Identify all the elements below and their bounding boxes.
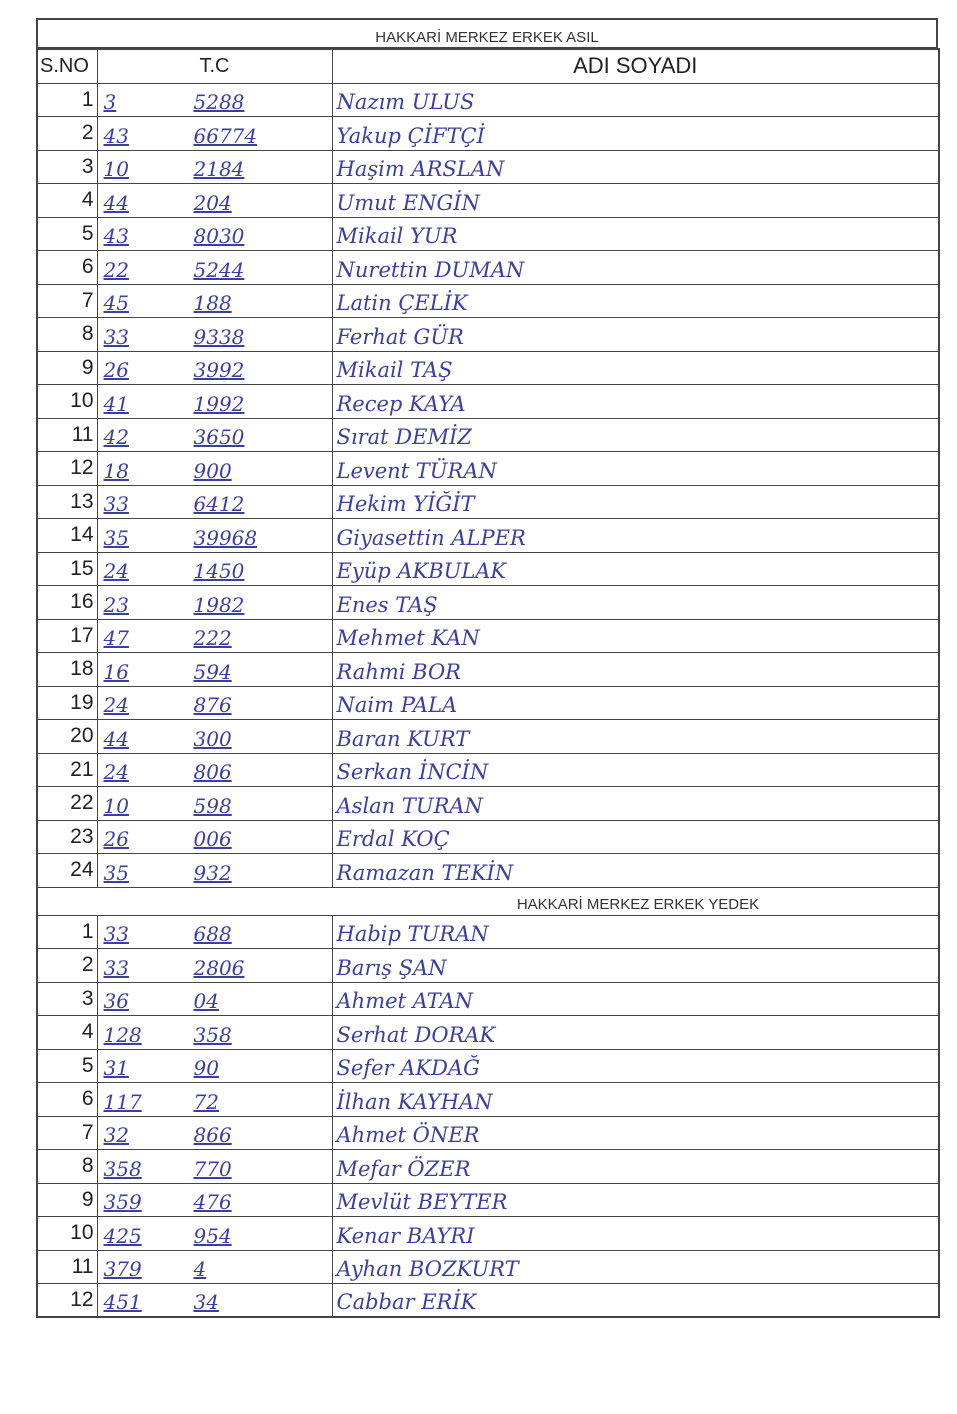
serial-number: 14 xyxy=(37,519,97,553)
full-name: Serkan İNCİN xyxy=(332,753,939,787)
tc-number xyxy=(97,351,332,385)
tc-number xyxy=(97,1016,332,1050)
tc-number xyxy=(97,1150,332,1184)
tc-number xyxy=(97,217,332,251)
tc-visible-end: 39968 xyxy=(193,525,258,550)
full-name: Ahmet ATAN xyxy=(332,982,939,1016)
tc-number xyxy=(97,1083,332,1117)
full-name: Ayhan BOZKURT xyxy=(332,1250,939,1284)
serial-number: 12 xyxy=(37,1284,97,1318)
tc-visible-end: 876 xyxy=(193,693,232,717)
tc-visible-start: 33 xyxy=(103,492,129,516)
tc-number xyxy=(97,117,332,151)
tc-visible-start: 44 xyxy=(103,190,129,215)
tc-visible-end: 866 xyxy=(193,1123,232,1147)
tc-visible-end: 4 xyxy=(193,1257,207,1281)
serial-number: 1 xyxy=(37,915,97,949)
serial-number: 18 xyxy=(37,653,97,687)
yedek-table-row xyxy=(37,1016,939,1050)
tc-visible-start: 379 xyxy=(103,1257,142,1281)
tc-visible-end: 9338 xyxy=(193,324,245,349)
tc-visible-start: 10 xyxy=(103,157,129,181)
serial-number: 15 xyxy=(37,552,97,586)
full-name: Mikail TAŞ xyxy=(332,351,939,385)
tc-visible-start: 117 xyxy=(103,1089,142,1114)
serial-number: 11 xyxy=(37,418,97,452)
full-name: Erdal KOÇ xyxy=(332,820,939,854)
tc-visible-start: 35 xyxy=(103,525,129,550)
asil-table-row xyxy=(37,452,939,486)
serial-number: 4 xyxy=(37,1016,97,1050)
yedek-table-row xyxy=(37,1183,939,1217)
asil-table-row xyxy=(37,117,939,151)
tc-visible-end: 72 xyxy=(193,1089,219,1114)
asil-table-row xyxy=(37,753,939,787)
yedek-title-row xyxy=(37,887,939,915)
yedek-table-row xyxy=(37,915,939,949)
tc-number xyxy=(97,552,332,586)
tc-visible-start: 33 xyxy=(103,955,129,980)
asil-table-row xyxy=(37,251,939,285)
serial-number: 3 xyxy=(37,982,97,1016)
serial-number: 19 xyxy=(37,686,97,720)
serial-number: 4 xyxy=(37,184,97,218)
yedek-table-row xyxy=(37,1250,939,1284)
tc-number xyxy=(97,586,332,620)
tc-visible-end: 2806 xyxy=(193,955,245,980)
tc-visible-start: 24 xyxy=(103,760,129,784)
yedek-table-row xyxy=(37,1049,939,1083)
full-name: Ramazan TEKİN xyxy=(332,854,939,888)
tc-visible-end: 806 xyxy=(193,760,232,784)
serial-number: 17 xyxy=(37,619,97,653)
tc-visible-end: 204 xyxy=(193,190,232,215)
asil-table-row xyxy=(37,820,939,854)
full-name: Levent TÜRAN xyxy=(332,452,939,486)
full-name: Yakup ÇİFTÇİ xyxy=(332,117,939,151)
serial-number: 6 xyxy=(37,251,97,285)
serial-number: 12 xyxy=(37,452,97,486)
asil-table-row xyxy=(37,519,939,553)
tc-number xyxy=(97,385,332,419)
tc-visible-start: 44 xyxy=(103,726,129,751)
full-name: Mehmet KAN xyxy=(332,619,939,653)
serial-number: 10 xyxy=(37,385,97,419)
tc-visible-end: 1450 xyxy=(193,559,245,583)
tc-visible-end: 770 xyxy=(193,1156,232,1181)
asil-table-row xyxy=(37,385,939,419)
tc-number xyxy=(97,949,332,983)
header-name: ADI SOYADI xyxy=(332,49,939,83)
serial-number: 21 xyxy=(37,753,97,787)
header-row xyxy=(37,49,939,83)
tc-number xyxy=(97,1217,332,1251)
roster-sheet xyxy=(36,18,938,1318)
full-name: Serhat DORAK xyxy=(332,1016,939,1050)
tc-visible-end: 5288 xyxy=(193,90,245,114)
tc-visible-start: 33 xyxy=(103,922,129,946)
tc-number xyxy=(97,1116,332,1150)
tc-visible-start: 18 xyxy=(103,458,129,483)
tc-visible-start: 43 xyxy=(103,123,129,148)
tc-number xyxy=(97,485,332,519)
serial-number: 13 xyxy=(37,485,97,519)
asil-table-row xyxy=(37,284,939,318)
tc-number xyxy=(97,720,332,754)
tc-visible-start: 359 xyxy=(103,1190,142,1214)
yedek-table-row xyxy=(37,949,939,983)
tc-visible-end: 594 xyxy=(193,659,232,684)
tc-visible-end: 5244 xyxy=(193,257,245,282)
tc-visible-end: 932 xyxy=(193,860,232,885)
serial-number: 8 xyxy=(37,1150,97,1184)
tc-number xyxy=(97,318,332,352)
asil-table-row xyxy=(37,150,939,184)
tc-number xyxy=(97,1183,332,1217)
tc-visible-end: 300 xyxy=(193,726,232,751)
tc-visible-end: 358 xyxy=(193,1022,232,1047)
asil-rows xyxy=(37,83,939,887)
yedek-table-row xyxy=(37,1083,939,1117)
serial-number: 9 xyxy=(37,1183,97,1217)
tc-visible-end: 1982 xyxy=(193,592,245,617)
yedek-table-row xyxy=(37,1284,939,1318)
tc-visible-start: 22 xyxy=(103,257,129,282)
tc-number xyxy=(97,619,332,653)
tc-visible-start: 36 xyxy=(103,989,129,1013)
tc-visible-end: 04 xyxy=(193,989,219,1013)
full-name: Mefar ÖZER xyxy=(332,1150,939,1184)
tc-number xyxy=(97,820,332,854)
yedek-rows xyxy=(37,915,939,1317)
tc-number xyxy=(97,418,332,452)
full-name: Umut ENGİN xyxy=(332,184,939,218)
tc-visible-start: 24 xyxy=(103,559,129,583)
full-name: Barış ŞAN xyxy=(332,949,939,983)
full-name: Baran KURT xyxy=(332,720,939,754)
full-name: Aslan TURAN xyxy=(332,787,939,821)
tc-number xyxy=(97,1250,332,1284)
tc-visible-end: 476 xyxy=(193,1190,232,1214)
tc-number xyxy=(97,251,332,285)
tc-visible-start: 24 xyxy=(103,693,129,717)
tc-number xyxy=(97,150,332,184)
tc-visible-start: 23 xyxy=(103,592,129,617)
full-name: Nazım ULUS xyxy=(332,83,939,117)
tc-number xyxy=(97,83,332,117)
full-name: Rahmi BOR xyxy=(332,653,939,687)
yedek-table-row xyxy=(37,982,939,1016)
serial-number: 3 xyxy=(37,150,97,184)
yedek-section-title: HAKKARİ MERKEZ ERKEK YEDEK xyxy=(37,887,939,915)
tc-visible-end: 2184 xyxy=(193,157,245,181)
tc-number xyxy=(97,452,332,486)
serial-number: 5 xyxy=(37,217,97,251)
tc-visible-start: 47 xyxy=(103,626,129,650)
serial-number: 8 xyxy=(37,318,97,352)
tc-visible-start: 451 xyxy=(103,1290,142,1314)
full-name: Habip TURAN xyxy=(332,915,939,949)
asil-table-row xyxy=(37,485,939,519)
tc-visible-end: 188 xyxy=(193,291,232,315)
asil-table-row xyxy=(37,552,939,586)
tc-visible-start: 10 xyxy=(103,793,129,818)
serial-number: 7 xyxy=(37,284,97,318)
tc-visible-start: 41 xyxy=(103,391,129,416)
serial-number: 20 xyxy=(37,720,97,754)
tc-visible-end: 006 xyxy=(193,827,232,851)
tc-visible-start: 32 xyxy=(103,1123,129,1147)
full-name: Ferhat GÜR xyxy=(332,318,939,352)
asil-table-row xyxy=(37,83,939,117)
header-sno: S.NO xyxy=(37,49,97,83)
asil-table-row xyxy=(37,854,939,888)
full-name: Latin ÇELİK xyxy=(332,284,939,318)
full-name: Hekim YİĞİT xyxy=(332,485,939,519)
tc-number xyxy=(97,653,332,687)
serial-number: 1 xyxy=(37,83,97,117)
asil-table-row xyxy=(37,653,939,687)
tc-number xyxy=(97,915,332,949)
serial-number: 2 xyxy=(37,949,97,983)
serial-number: 9 xyxy=(37,351,97,385)
tc-number xyxy=(97,686,332,720)
tc-visible-start: 26 xyxy=(103,827,129,851)
full-name: Nurettin DUMAN xyxy=(332,251,939,285)
tc-visible-end: 1992 xyxy=(193,391,245,416)
full-name: Eyüp AKBULAK xyxy=(332,552,939,586)
full-name: Mevlüt BEYTER xyxy=(332,1183,939,1217)
full-name: İlhan KAYHAN xyxy=(332,1083,939,1117)
header-tc: T.C xyxy=(97,49,332,83)
tc-visible-start: 128 xyxy=(103,1022,142,1047)
asil-table-row xyxy=(37,586,939,620)
full-name: Mikail YUR xyxy=(332,217,939,251)
full-name: Ahmet ÖNER xyxy=(332,1116,939,1150)
tc-number xyxy=(97,284,332,318)
tc-visible-start: 45 xyxy=(103,291,129,315)
asil-table-row xyxy=(37,720,939,754)
tc-number xyxy=(97,854,332,888)
full-name: Naim PALA xyxy=(332,686,939,720)
full-name: Enes TAŞ xyxy=(332,586,939,620)
tc-visible-start: 43 xyxy=(103,224,129,248)
yedek-table-row xyxy=(37,1116,939,1150)
tc-visible-end: 3992 xyxy=(193,358,245,382)
asil-table-row xyxy=(37,318,939,352)
tc-visible-end: 6412 xyxy=(193,492,245,516)
serial-number: 11 xyxy=(37,1250,97,1284)
tc-number xyxy=(97,1284,332,1318)
full-name: Recep KAYA xyxy=(332,385,939,419)
tc-visible-end: 3650 xyxy=(193,425,245,449)
roster-table xyxy=(36,48,940,1318)
tc-visible-end: 66774 xyxy=(193,123,258,148)
tc-visible-end: 34 xyxy=(193,1290,219,1314)
asil-table-row xyxy=(37,184,939,218)
tc-visible-start: 33 xyxy=(103,324,129,349)
tc-visible-start: 3 xyxy=(103,90,117,114)
tc-visible-start: 31 xyxy=(103,1056,129,1080)
tc-visible-start: 16 xyxy=(103,659,129,684)
full-name: Sefer AKDAĞ xyxy=(332,1049,939,1083)
asil-table-row xyxy=(37,686,939,720)
tc-number xyxy=(97,787,332,821)
yedek-table-row xyxy=(37,1217,939,1251)
full-name: Kenar BAYRI xyxy=(332,1217,939,1251)
tc-visible-end: 222 xyxy=(193,626,232,650)
full-name: Sırat DEMİZ xyxy=(332,418,939,452)
serial-number: 24 xyxy=(37,854,97,888)
tc-visible-start: 425 xyxy=(103,1223,142,1248)
serial-number: 7 xyxy=(37,1116,97,1150)
full-name: Giyasettin ALPER xyxy=(332,519,939,553)
tc-visible-end: 90 xyxy=(193,1056,219,1080)
tc-visible-end: 900 xyxy=(193,458,232,483)
tc-number xyxy=(97,753,332,787)
serial-number: 10 xyxy=(37,1217,97,1251)
tc-visible-start: 26 xyxy=(103,358,129,382)
tc-visible-start: 35 xyxy=(103,860,129,885)
serial-number: 16 xyxy=(37,586,97,620)
asil-table-row xyxy=(37,217,939,251)
asil-table-row xyxy=(37,619,939,653)
asil-table-row xyxy=(37,418,939,452)
tc-visible-end: 688 xyxy=(193,922,232,946)
serial-number: 2 xyxy=(37,117,97,151)
tc-number xyxy=(97,184,332,218)
tc-number xyxy=(97,519,332,553)
asil-table-row xyxy=(37,787,939,821)
asil-section-title: HAKKARİ MERKEZ ERKEK ASIL xyxy=(36,18,938,48)
serial-number: 6 xyxy=(37,1083,97,1117)
tc-visible-end: 954 xyxy=(193,1223,232,1248)
yedek-table-row xyxy=(37,1150,939,1184)
asil-table-row xyxy=(37,351,939,385)
tc-visible-start: 358 xyxy=(103,1156,142,1181)
tc-number xyxy=(97,1049,332,1083)
tc-visible-start: 42 xyxy=(103,425,129,449)
tc-number xyxy=(97,982,332,1016)
serial-number: 5 xyxy=(37,1049,97,1083)
tc-visible-end: 8030 xyxy=(193,224,245,248)
full-name: Cabbar ERİK xyxy=(332,1284,939,1318)
full-name: Haşim ARSLAN xyxy=(332,150,939,184)
tc-visible-end: 598 xyxy=(193,793,232,818)
serial-number: 22 xyxy=(37,787,97,821)
serial-number: 23 xyxy=(37,820,97,854)
